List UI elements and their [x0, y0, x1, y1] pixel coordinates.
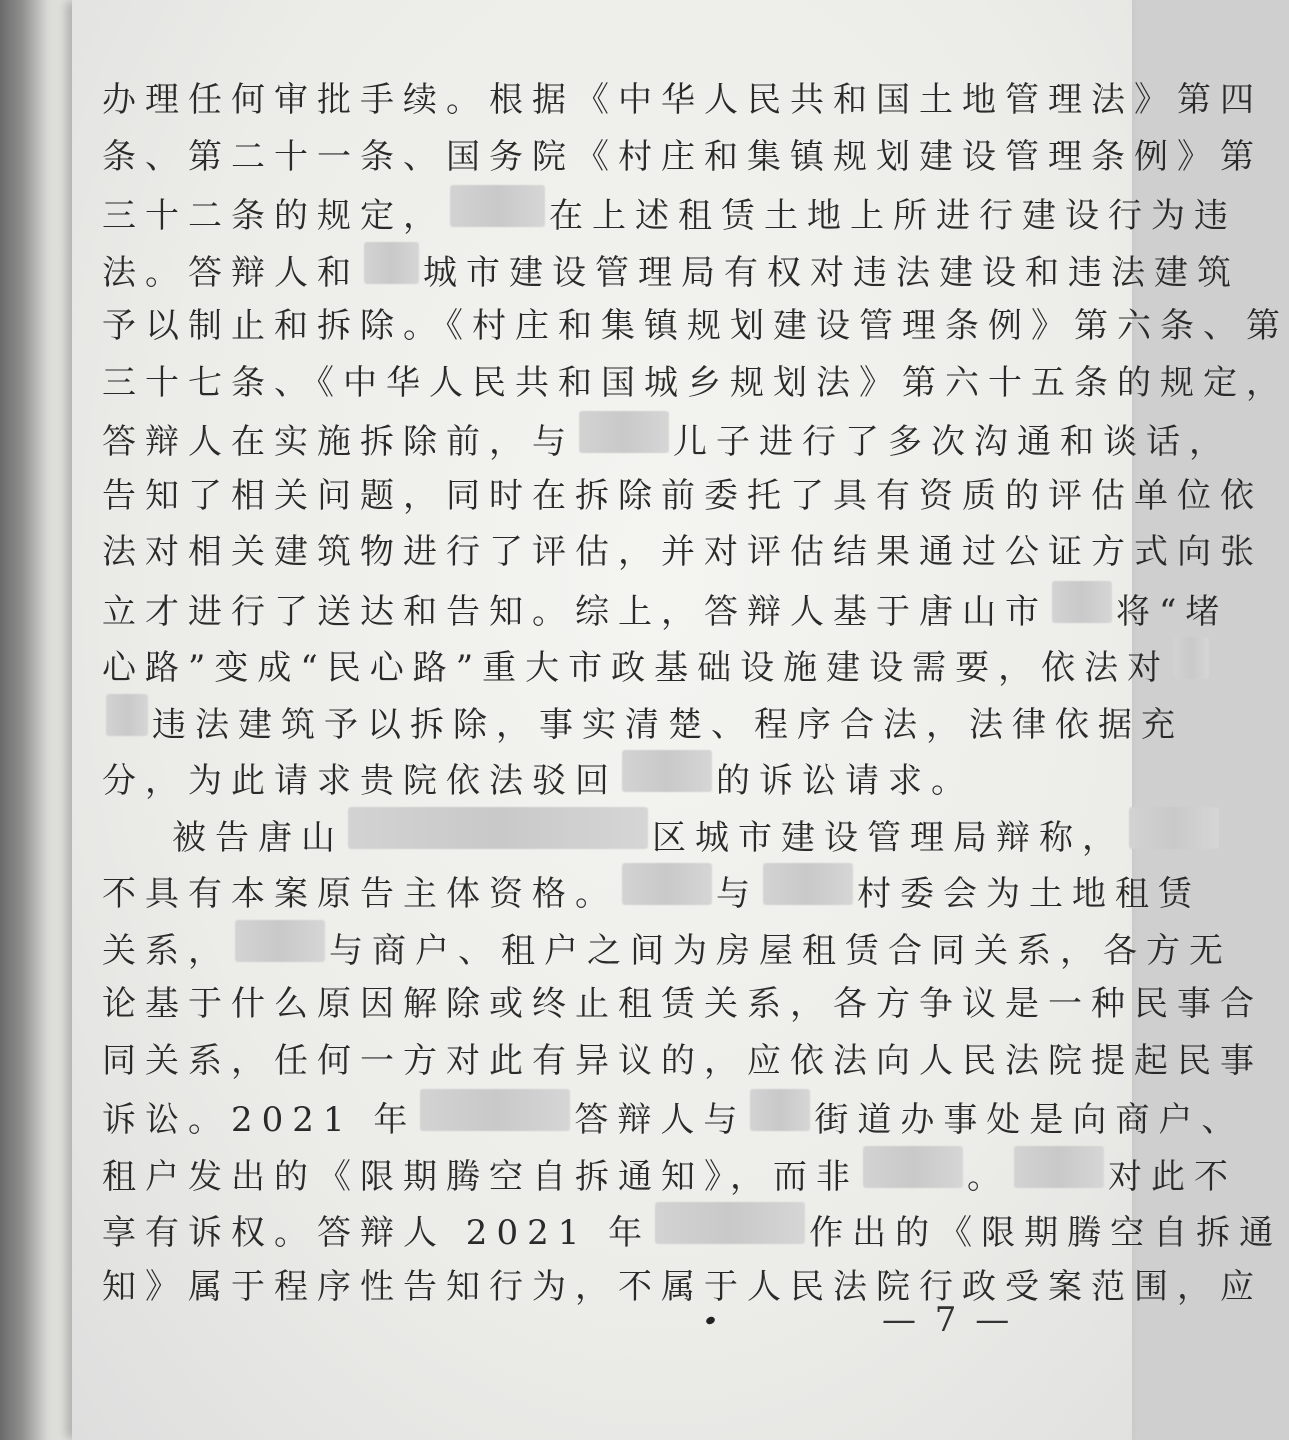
text-segment: 与	[716, 874, 759, 914]
text-segment: 诉讼。2021 年	[102, 1100, 417, 1140]
text-line	[102, 298, 1289, 355]
redacted-block	[348, 807, 648, 849]
text-line	[102, 524, 1263, 581]
text-segment: 三十二条的规定，	[102, 196, 446, 236]
text-segment: 答辩人在实施拆除前，与	[102, 422, 575, 462]
text-segment: 将“堵	[1116, 591, 1229, 632]
text-line	[102, 807, 1125, 864]
redacted-block	[1174, 637, 1209, 679]
text-line	[102, 72, 1263, 129]
text-segment: 享有诉权。答辩人 2021 年	[102, 1213, 652, 1253]
text-segment: 。	[967, 1156, 1010, 1197]
redacted-block	[1052, 581, 1112, 623]
document-page	[72, 0, 1289, 1440]
text-segment: 与商户、租户之间为房屋租赁合同关系，各方无	[329, 930, 1232, 971]
text-line	[102, 1089, 1245, 1146]
text-segment: 违法建筑予以拆除，事实清楚、程序合法，法律依据充	[152, 704, 1184, 745]
text-segment: 予以制止和拆除。《村庄和集镇规划建设管理条例》第六条、第	[102, 306, 1289, 346]
text-line	[102, 1146, 1237, 1203]
redacted-block	[106, 694, 148, 736]
text-segment: 法对相关建筑物进行了评估，并对评估结果通过公证方式向张	[102, 532, 1263, 572]
text-line	[102, 863, 1201, 920]
text-line	[102, 468, 1263, 525]
text-segment: 法。答辩人和	[102, 252, 360, 293]
redacted-block	[450, 185, 545, 227]
page-number: — 7 —	[882, 1300, 1014, 1340]
text-segment: 同关系，任何一方对此有异议的，应依法向人民法院提起民事	[102, 1040, 1263, 1081]
text-segment: 告知了相关问题，同时在拆除前委托了具有资质的评估单位依	[102, 475, 1263, 516]
text-segment: 三十七条、《中华人民共和国城乡规划法》第六十五条的规定，	[102, 362, 1289, 403]
text-line	[102, 581, 1229, 638]
redacted-block	[420, 1089, 570, 1131]
text-line	[102, 637, 1171, 694]
text-segment: 关系，	[102, 930, 231, 971]
text-segment: 答辩人与	[574, 1100, 747, 1140]
text-segment: 心路”变成“民心路”重大市政基础设施建设需要，依法对	[102, 648, 1171, 688]
text-segment: 分，为此请求贵院依法驳回	[102, 761, 618, 801]
text-segment: 不具有本案原告主体资格。	[102, 874, 618, 914]
text-segment: 的诉讼请求。	[716, 761, 974, 801]
text-segment: 城市建设管理局有权对违法建设和违法建筑	[423, 252, 1240, 293]
redacted-block	[622, 750, 712, 792]
text-line	[102, 750, 1022, 807]
redacted-block	[1014, 1146, 1104, 1188]
text-segment: 对此不	[1108, 1156, 1237, 1197]
text-segment: 村委会为土地租赁	[857, 874, 1201, 914]
text-line	[102, 242, 1240, 299]
text-segment: 在上述租赁土地上所进行建设行为违	[549, 196, 1237, 236]
text-segment: 街道办事处是向商户、	[814, 1100, 1245, 1140]
redacted-block	[1129, 807, 1219, 849]
text-line	[102, 694, 1184, 751]
redacted-block	[622, 863, 712, 905]
text-segment: 立才进行了送达和告知。综上，答辩人基于唐山市	[102, 591, 1048, 632]
redacted-block	[579, 411, 669, 453]
text-line	[102, 920, 1232, 977]
text-segment: 办理任何审批手续。根据《中华人民共和国土地管理法》第四	[102, 80, 1263, 120]
text-segment: 租户发出的《限期腾空自拆通知》，而非	[102, 1156, 859, 1197]
document-body	[102, 72, 1289, 1315]
redacted-block	[655, 1202, 805, 1244]
text-segment: 区城市建设管理局辩称，	[652, 817, 1125, 858]
text-line	[102, 185, 1237, 242]
text-line	[102, 129, 1263, 186]
text-line	[102, 976, 1263, 1033]
text-line	[102, 355, 1289, 412]
redacted-block	[863, 1146, 963, 1188]
text-line	[102, 1202, 1283, 1259]
text-segment: 知》属于程序性告知行为，不属于人民法院行政受案范围，应	[102, 1266, 1263, 1307]
ink-mark	[705, 1315, 716, 1325]
redacted-block	[364, 242, 419, 284]
text-segment: 论基于什么原因解除或终止租赁关系，各方争议是一种民事合	[102, 984, 1263, 1024]
text-line	[102, 411, 1232, 468]
text-segment: 儿子进行了多次沟通和谈话，	[673, 422, 1232, 462]
text-segment: 作出的《限期腾空自拆通	[809, 1213, 1283, 1253]
text-line	[102, 1033, 1263, 1090]
redacted-block	[235, 920, 325, 962]
redacted-block	[763, 863, 853, 905]
text-segment: 被告唐山	[172, 817, 344, 858]
text-segment: 条、第二十一条、国务院《村庄和集镇规划建设管理条例》第	[102, 136, 1263, 177]
redacted-block	[750, 1089, 810, 1131]
